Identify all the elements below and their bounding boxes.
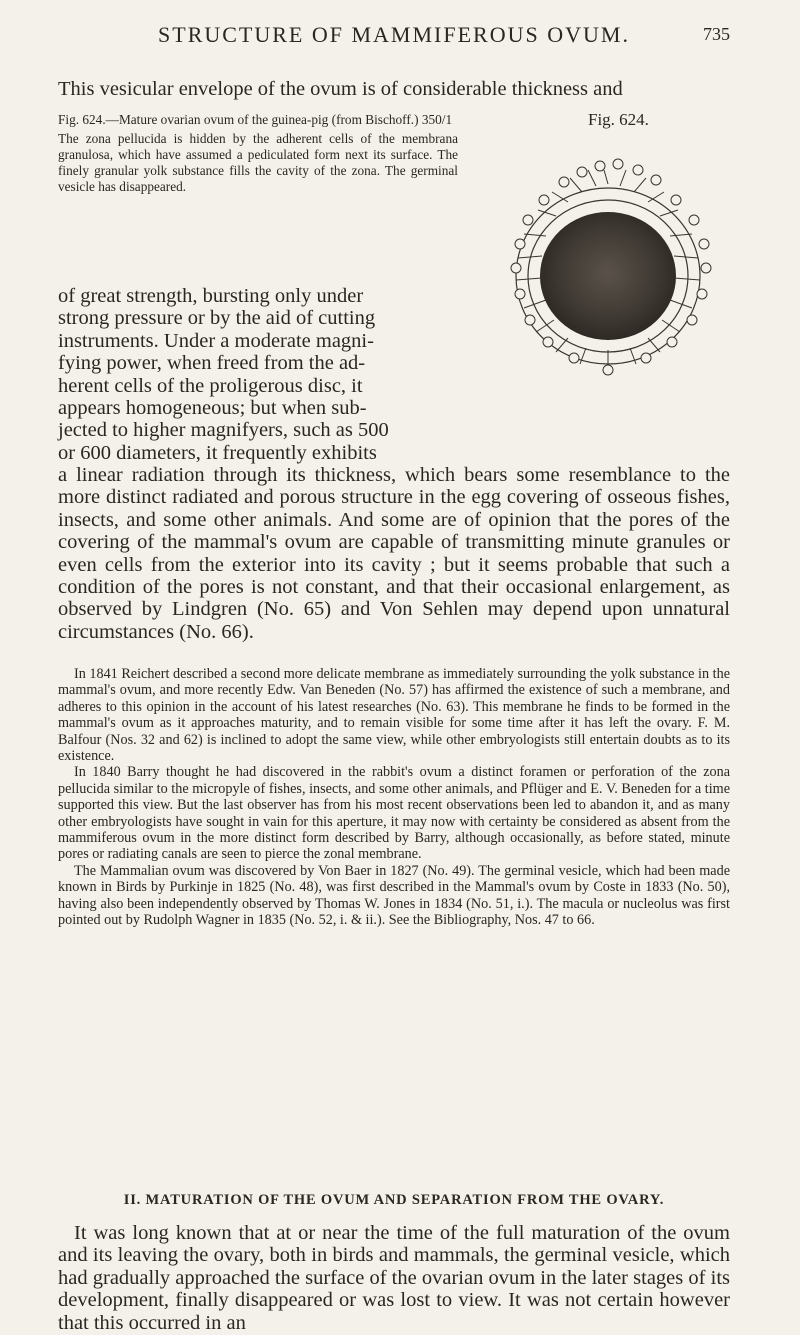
- main-paragraph: a linear radiation through its thickness, which bears some resemblance to the more distinct radiated and porous structure in the egg covering of osseous fishes, insects, and some other animals. And some are of opinion that the pores of the covering of the mammal's ovum are capable of transmitting minute granules or even cells from the exterior into its cavity ; but it seems probable that such a condition of the pores is not constant, and that their occasional enlargement, as observed by Lindgren (No. 65) and Von Sehlen may depend upon unnatural circumstances (No. 66).: [58, 464, 730, 643]
- text-line: jected to higher magnifyers, such as 500: [58, 419, 389, 442]
- page-number: 735: [703, 24, 730, 44]
- figure-label: Fig. 624.: [588, 110, 649, 129]
- text-line: instruments. Under a moderate magni-: [58, 329, 374, 352]
- wrapped-text: [58, 285, 462, 464]
- section-heading: II. MATURATION OF THE OVUM AND SEPARATION FROM THE OVARY.: [123, 1192, 665, 1208]
- text-line: or 600 diameters, it frequently exhibits: [58, 441, 377, 464]
- intro-line: This vesicular envelope of the ovum is of considerable thickness and: [58, 78, 623, 100]
- final-paragraph: It was long known that at or near the time of the full maturation of the ovum and its leaving the ovary, both in birds and mammals, the germinal vesicle, which had gradually approached the surface of the ovarian ovum in the later stages of its development, finally disappeared or was lost to view. It was not certain however that this occurred in an: [58, 1222, 730, 1334]
- page: [58, 0, 730, 1335]
- running-head: [58, 22, 730, 52]
- footnotes: [58, 666, 730, 929]
- note-paragraph: In 1841 Reichert described a second more delicate membrane as immediately surrounding the yolk substance in the mammal's ovum, and more recently Edw. Van Beneden (No. 57) has affirmed the existence of such a membrane, and adheres to this opinion in the account of his latest researches (No. 63). This membrane he finds to be formed in the mammal's ovum as it approaches maturity, and to remain visible for some time after it has left the ovary. F. M. Balfour (Nos. 32 and 62) is inclined to adopt the same view, while other embryologists still entertain doubts as to its existence.: [58, 666, 730, 765]
- caption-title: Fig. 624.—Mature ovarian ovum of the guinea-pig (from Bischoff.) 350/1: [58, 112, 453, 127]
- text-line: strong pressure or by the aid of cutting: [58, 307, 376, 330]
- text-line: of great strength, bursting only under: [58, 285, 364, 307]
- caption-body: The zona pellucida is hidden by the adherent cells of the membrana granulosa, which have assumed a pediculated form next its surface. The finely granular yolk substance fills the cavity of the zona. The germinal vesicle has disappeared.: [58, 131, 458, 194]
- note-paragraph: In 1840 Barry thought he had discovered in the rabbit's ovum a distinct foramen or perforation of the zona pellucida similar to the micropyle of fishes, insects, and some other animals, and Pflüger and E. V. Beneden for a time supported this view. But the last observer has from his most recent observations been led to abandon it, and as many other embryologists have sought in vain for this aperture, it may now with certainty be considered as absent from the mammiferous ovum in the more distinct form described by Barry, although occasionally, as before stated, minute pores or radiating canals are seen to pierce the zonal membrane.: [58, 764, 730, 863]
- ovum-figure: [496, 144, 726, 380]
- text-line: fying power, when freed from the ad-: [58, 352, 366, 375]
- text-line: herent cells of the proligerous disc, it: [58, 374, 363, 397]
- text-line: appears homogeneous; but when sub-: [58, 397, 367, 420]
- figure-caption: [58, 112, 458, 195]
- note-paragraph: The Mammalian ovum was discovered by Von Baer in 1827 (No. 49). The germinal vesicle, which had been made known in Birds by Purkinje in 1825 (No. 48), was first described in the Mammal's ovum by Coste in 1833 (No. 50), having also been independently observed by Thomas W. Jones in 1834 (No. 51, i.). The macula or nucleolus was first pointed out by Rudolph Wagner in 1835 (No. 52, i. & ii.). See the Bibliography, Nos. 47 to 66.: [58, 862, 730, 929]
- running-title: STRUCTURE OF MAMMIFEROUS OVUM.: [158, 22, 630, 47]
- ovum-illustration: [496, 144, 726, 380]
